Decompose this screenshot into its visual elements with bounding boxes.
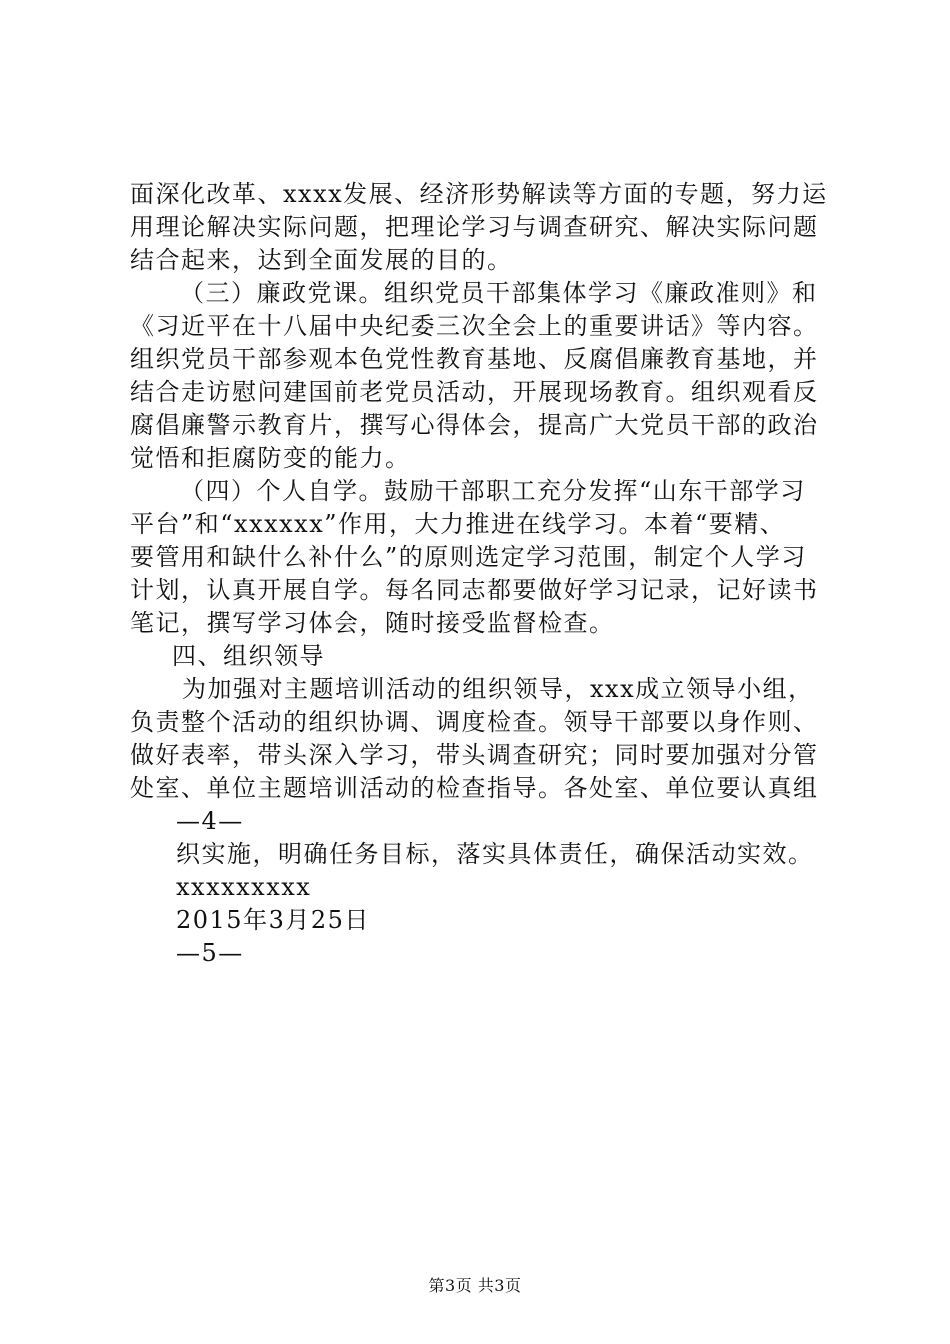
paragraph-heading-4: （四）个人自学。鼓励干部职工充分发挥“山东干部学习 bbox=[180, 477, 806, 505]
text-line: 平台”和“xxxxxx”作用，大力推进在线学习。本着“要精、 bbox=[130, 510, 786, 538]
text-line: 觉悟和拒腐防变的能力。 bbox=[130, 444, 411, 472]
page-number-marker: —4— bbox=[176, 807, 244, 835]
page-footer: 第3页 共3页 bbox=[428, 1276, 522, 1295]
section-heading: 四、组织领导 bbox=[172, 642, 325, 670]
text-line: 《习近平在十八届中央纪委三次全会上的重要讲话》等内容。 bbox=[130, 312, 819, 340]
text-line: 织实施，明确任务目标，落实具体责任，确保活动实效。 bbox=[176, 840, 814, 868]
text-line: 组织党员干部参观本色党性教育基地、反腐倡廉教育基地，并 bbox=[130, 345, 819, 373]
text-line: 负责整个活动的组织协调、调度检查。领导干部要以身作则、 bbox=[130, 708, 819, 736]
paragraph-heading-3: （三）廉政党课。组织党员干部集体学习《廉政准则》和 bbox=[180, 279, 818, 307]
text-line: 结合起来，达到全面发展的目的。 bbox=[130, 246, 513, 274]
text-line: 为加强对主题培训活动的组织领导，xxx成立领导小组， bbox=[182, 675, 814, 703]
text-line: 结合走访慰问建国前老党员活动，开展现场教育。组织观看反 bbox=[130, 378, 819, 406]
page-number-marker: —5— bbox=[176, 939, 244, 967]
text-line: 处室、单位主题培训活动的检查指导。各处室、单位要认真组 bbox=[130, 774, 819, 802]
text-line: 腐倡廉警示教育片，撰写心得体会，提高广大党员干部的政治 bbox=[130, 411, 819, 439]
text-line: 计划，认真开展自学。每名同志都要做好学习记录，记好读书 bbox=[130, 576, 819, 604]
text-line: 要管用和缺什么补什么”的原则选定学习范围，制定个人学习 bbox=[130, 543, 807, 571]
signature-date: 2015年3月25日 bbox=[176, 906, 370, 934]
text-line: 面深化改革、xxxx发展、经济形势解读等方面的专题，努力运 bbox=[130, 180, 828, 208]
text-line: 笔记，撰写学习体会，随时接受监督检查。 bbox=[130, 609, 615, 637]
signature-name: xxxxxxxxx bbox=[176, 873, 312, 901]
text-line: 用理论解决实际问题，把理论学习与调查研究、解决实际问题 bbox=[130, 213, 819, 241]
text-line: 做好表率，带头深入学习，带头调查研究；同时要加强对分管 bbox=[130, 741, 819, 769]
